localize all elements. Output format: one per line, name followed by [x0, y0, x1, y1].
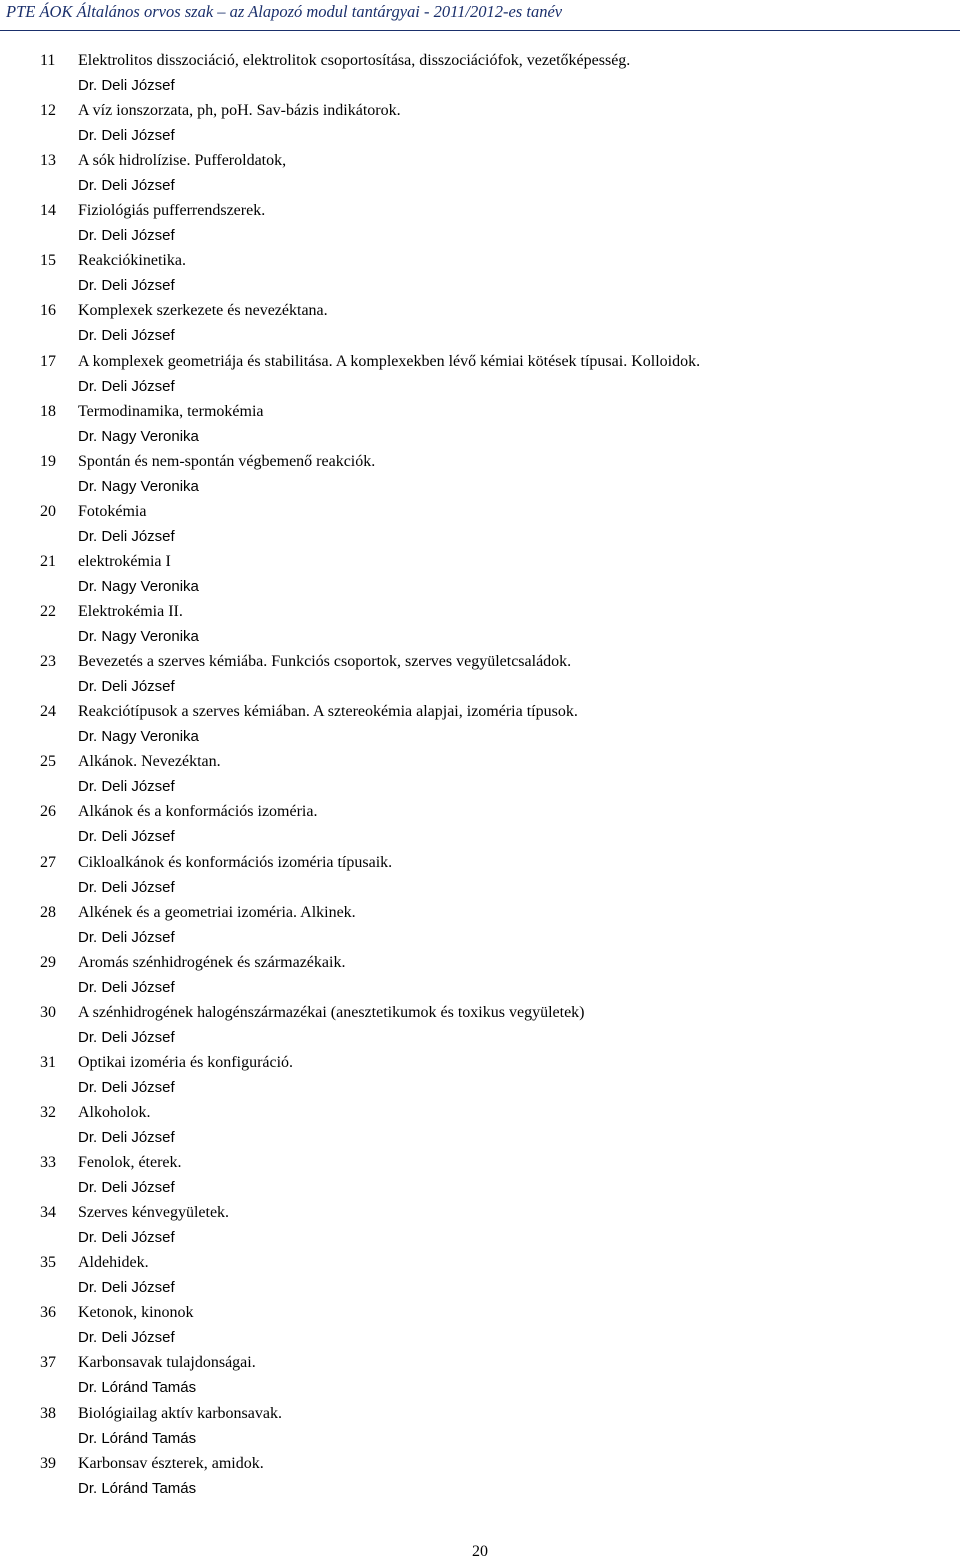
- entry-topic: Alkének és a geometriai izoméria. Alkinek.: [78, 903, 356, 921]
- schedule-entry: [0, 399, 960, 449]
- schedule-entry: [0, 1250, 960, 1300]
- entry-lecturer: Dr. Deli József: [78, 177, 175, 195]
- schedule-entry: [0, 499, 960, 549]
- entry-topic: Karbonsavak tulajdonságai.: [78, 1354, 256, 1372]
- header-divider: [0, 30, 960, 31]
- lecture-schedule-list: [0, 48, 960, 1501]
- entry-lecturer: Dr. Deli József: [78, 1078, 175, 1096]
- entry-topic: Termodinamika, termokémia: [78, 402, 264, 420]
- entry-topic: Elektrolitos disszociáció, elektrolitok csoportosítása, disszociációfok, vezetőképesség.: [78, 52, 631, 69]
- entry-number: 25: [40, 753, 56, 771]
- entry-lecturer: Dr. Deli József: [78, 227, 175, 245]
- entry-number: 37: [40, 1354, 56, 1372]
- entry-number: 22: [40, 603, 56, 621]
- entry-lecturer: Dr. Deli József: [78, 1028, 175, 1046]
- schedule-entry: [0, 298, 960, 348]
- entry-lecturer: Dr. Deli József: [78, 678, 175, 696]
- entry-number: 16: [40, 302, 56, 320]
- entry-lecturer: Dr. Nagy Veronika: [78, 628, 199, 646]
- entry-number: 23: [40, 653, 56, 671]
- schedule-entry: [0, 950, 960, 1000]
- entry-number: 33: [40, 1154, 56, 1172]
- schedule-entry: [0, 1350, 960, 1400]
- schedule-entry: [0, 1050, 960, 1100]
- entry-topic: A komplexek geometriája és stabilitása. A komplexekben lévő kémiai kötések típusai. Kolloidok.: [78, 352, 701, 370]
- schedule-entry: [0, 349, 960, 399]
- entry-number: 27: [40, 853, 56, 871]
- entry-topic: A szénhidrogének halogénszármazékai (anesztetikumok és toxikus vegyületek): [78, 1003, 585, 1021]
- entry-lecturer: Dr. Deli József: [78, 77, 175, 94]
- schedule-entry: [0, 1300, 960, 1350]
- entry-number: 26: [40, 803, 56, 821]
- entry-topic: Fiziológiás pufferrendszerek.: [78, 202, 266, 220]
- entry-number: 13: [40, 152, 56, 170]
- entry-lecturer: Dr. Deli József: [78, 1229, 175, 1247]
- entry-number: 29: [40, 953, 56, 971]
- entry-lecturer: Dr. Lóránd Tamás: [78, 1379, 197, 1397]
- schedule-entry: [0, 549, 960, 599]
- page-header-title: PTE ÁOK Általános orvos szak – az Alapozó modul tantárgyai - 2011/2012-es tanév: [6, 2, 563, 21]
- entry-topic: Optikai izoméria és konfiguráció.: [78, 1053, 294, 1071]
- entry-topic: Cikloalkánok és konformációs izoméria típusaik.: [78, 853, 393, 871]
- entry-topic: elektrokémia I: [78, 552, 171, 570]
- schedule-entry: [0, 850, 960, 900]
- entry-lecturer: Dr. Deli József: [78, 127, 175, 145]
- entry-number: 39: [40, 1454, 56, 1472]
- entry-lecturer: Dr. Deli József: [78, 1179, 175, 1197]
- entry-topic: Karbonsav észterek, amidok.: [78, 1454, 264, 1472]
- entry-lecturer: Dr. Deli József: [78, 878, 175, 896]
- entry-topic: Aldehidek.: [78, 1254, 149, 1272]
- entry-topic: Komplexek szerkezete és nevezéktana.: [78, 302, 328, 320]
- entry-number: 20: [40, 502, 56, 520]
- entry-lecturer: Dr. Deli József: [78, 1329, 175, 1347]
- entry-number: 12: [40, 102, 56, 120]
- entry-lecturer: Dr. Deli József: [78, 928, 175, 946]
- entry-number: 35: [40, 1254, 56, 1272]
- entry-number: 31: [40, 1053, 56, 1071]
- entry-topic: Biológiailag aktív karbonsavak.: [78, 1404, 282, 1422]
- entry-topic: Spontán és nem-spontán végbemenő reakciók.: [78, 452, 376, 470]
- entry-lecturer: Dr. Deli József: [78, 327, 175, 345]
- entry-number: 17: [40, 352, 56, 370]
- schedule-entry: [0, 48, 960, 98]
- entry-lecturer: Dr. Lóránd Tamás: [78, 1479, 197, 1497]
- entry-topic: A sók hidrolízise. Pufferoldatok,: [78, 152, 287, 170]
- schedule-entry: [0, 449, 960, 499]
- entry-topic: Ketonok, kinonok: [78, 1304, 194, 1322]
- entry-number: 21: [40, 552, 56, 570]
- entry-number: 30: [40, 1003, 56, 1021]
- entry-lecturer: Dr. Nagy Veronika: [78, 577, 199, 595]
- entry-topic: Reakciótípusok a szerves kémiában. A sztereokémia alapjai, izoméria típusok.: [78, 703, 578, 721]
- entry-number: 18: [40, 402, 56, 420]
- entry-lecturer: Dr. Deli József: [78, 377, 175, 395]
- schedule-entry: [0, 1200, 960, 1250]
- entry-number: 32: [40, 1103, 56, 1121]
- entry-topic: Fotokémia: [78, 502, 147, 520]
- entry-number: 38: [40, 1404, 56, 1422]
- schedule-entry: [0, 1451, 960, 1501]
- entry-lecturer: Dr. Deli József: [78, 978, 175, 996]
- entry-topic: Szerves kénvegyületek.: [78, 1204, 230, 1222]
- schedule-entry: [0, 98, 960, 148]
- entry-topic: A víz ionszorzata, ph, poH. Sav-bázis indikátorok.: [78, 102, 401, 120]
- schedule-entry: [0, 799, 960, 849]
- entry-number: 34: [40, 1204, 56, 1222]
- entry-number: 14: [40, 202, 56, 220]
- entry-topic: Alkoholok.: [78, 1103, 151, 1121]
- entry-number: 11: [40, 52, 56, 69]
- schedule-entry: [0, 198, 960, 248]
- page-number: 20: [472, 1543, 488, 1560]
- schedule-entry: [0, 1100, 960, 1150]
- entry-topic: Elektrokémia II.: [78, 603, 183, 621]
- entry-lecturer: Dr. Deli József: [78, 527, 175, 545]
- entry-number: 15: [40, 252, 56, 270]
- entry-lecturer: Dr. Nagy Veronika: [78, 477, 199, 495]
- entry-topic: Aromás szénhidrogének és származékaik.: [78, 953, 346, 971]
- entry-lecturer: Dr. Lóránd Tamás: [78, 1429, 197, 1447]
- entry-topic: Alkánok. Nevezéktan.: [78, 753, 221, 771]
- schedule-entry: [0, 599, 960, 649]
- schedule-entry: [0, 148, 960, 198]
- schedule-entry: [0, 649, 960, 699]
- entry-lecturer: Dr. Nagy Veronika: [78, 728, 199, 746]
- entry-lecturer: Dr. Deli József: [78, 778, 175, 796]
- entry-number: 36: [40, 1304, 56, 1322]
- entry-topic: Reakciókinetika.: [78, 252, 186, 270]
- entry-topic: Fenolok, éterek.: [78, 1154, 182, 1172]
- schedule-entry: [0, 1000, 960, 1050]
- entry-lecturer: Dr. Deli József: [78, 828, 175, 846]
- entry-number: 24: [40, 703, 56, 721]
- entry-lecturer: Dr. Deli József: [78, 1279, 175, 1297]
- entry-lecturer: Dr. Nagy Veronika: [78, 427, 199, 445]
- schedule-entry: [0, 1401, 960, 1451]
- schedule-entry: [0, 699, 960, 749]
- entry-number: 28: [40, 903, 56, 921]
- schedule-entry: [0, 900, 960, 950]
- schedule-entry: [0, 248, 960, 298]
- entry-topic: Bevezetés a szerves kémiába. Funkciós csoportok, szerves vegyületcsaládok.: [78, 653, 572, 671]
- entry-lecturer: Dr. Deli József: [78, 277, 175, 295]
- schedule-entry: [0, 749, 960, 799]
- entry-lecturer: Dr. Deli József: [78, 1128, 175, 1146]
- entry-number: 19: [40, 452, 56, 470]
- schedule-entry: [0, 1150, 960, 1200]
- entry-topic: Alkánok és a konformációs izoméria.: [78, 803, 318, 821]
